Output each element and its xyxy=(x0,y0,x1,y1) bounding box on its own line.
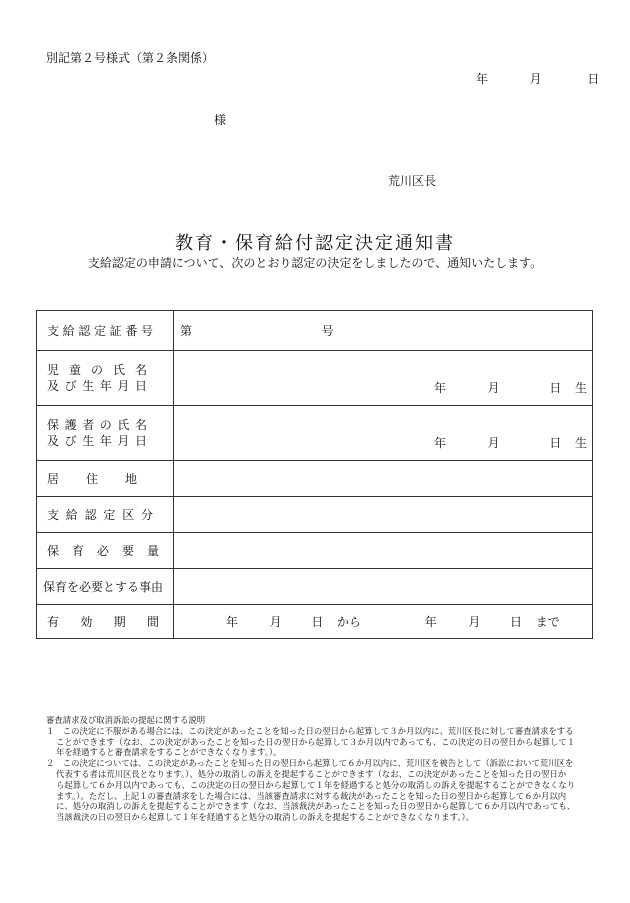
cert-no-prefix: 第 xyxy=(180,324,193,338)
guardian-value-cell[interactable] xyxy=(174,406,593,461)
date-year: 年 xyxy=(476,72,489,86)
table-row xyxy=(37,351,593,406)
notes-line: 代表する者は荒川区長となります。）、処分の取消しの訴えを提起することができます（なお、この決定があったことを知った日の翌日か xyxy=(56,768,567,779)
form-number-label: 別記第２号様式（第２条関係） xyxy=(46,51,215,65)
appeal-notes xyxy=(46,715,575,823)
guardian-birthdate: 年 月 日 生 xyxy=(434,436,588,450)
notes-line: １ この決定に不服がある場合には、この決定があったことを知った日の翌日から起算して３か月以内に、荒川区長に対して審査請求をする xyxy=(46,725,574,736)
document-title: 教育・保育給付認定決定通知書 xyxy=(175,233,455,254)
period-range: 年 月 日 から 年 月 日 まで xyxy=(226,615,560,629)
notes-heading: 審査請求及び取消訴訟の提起に関する説明 xyxy=(46,715,206,725)
table-row xyxy=(37,461,593,497)
child-birthdate: 年 月 日 生 xyxy=(434,381,588,395)
document-lead: 支給認定の申請について、次のとおり認定の決定をしましたので、通知いたします。 xyxy=(87,256,543,270)
guardian-label-line1: 保護者の氏名 xyxy=(47,418,147,432)
table-row xyxy=(37,533,593,569)
period-label-cell xyxy=(37,605,174,639)
table-row xyxy=(37,311,593,351)
notes-line: ら起算して６か月以内であっても、この決定の日の翌日から起算して１年を経過すると処分の取消しの訴えを提起することができなくなり xyxy=(56,779,576,790)
category-label: 支給認定区分 xyxy=(47,508,153,522)
certification-table xyxy=(36,310,593,639)
amount-value-cell[interactable] xyxy=(174,533,593,569)
cert-no-suffix: 号 xyxy=(321,324,334,338)
period-label: 有効期間 xyxy=(47,615,159,629)
reason-label-cell xyxy=(37,569,174,605)
amount-label-cell xyxy=(37,533,174,569)
reason-value-cell[interactable] xyxy=(174,569,593,605)
notes-line: ことができます（なお、この決定があったことを知った日の翌日から起算して３か月以内であっても、この決定の日の翌日から起算して１ xyxy=(56,736,576,747)
guardian-label-line2: 及び生年月日 xyxy=(47,434,147,448)
amount-label: 保育必要量 xyxy=(47,544,159,558)
residence-value-cell[interactable] xyxy=(174,461,593,497)
issuer-name: 荒川区長 xyxy=(388,174,437,188)
notes-line: に、処分の取消しの訴えを提起することができます（なお、当該裁決があったことを知った日の翌日から起算して６か月以内であっても、 xyxy=(56,801,576,812)
category-label-cell xyxy=(37,497,174,533)
residence-label: 居住地 xyxy=(47,472,137,486)
notes-line: 年を経過すると審査請求をすることができなくなります。）。 xyxy=(56,747,282,758)
period-value-cell[interactable] xyxy=(174,605,593,639)
reason-label: 保育を必要とする事由 xyxy=(43,580,164,594)
issue-date xyxy=(476,70,599,87)
child-label-line1: 児童の氏名 xyxy=(47,363,147,377)
cert-no-label: 支給認定証番号 xyxy=(47,324,153,338)
category-value-cell[interactable] xyxy=(174,497,593,533)
date-month: 月 xyxy=(529,72,542,86)
table-row xyxy=(37,569,593,605)
child-value-cell[interactable] xyxy=(174,351,593,406)
addressee-suffix: 様 xyxy=(214,113,227,127)
cert-no-cell[interactable] xyxy=(174,311,593,351)
cert-no-value xyxy=(180,324,334,338)
table-row xyxy=(37,406,593,461)
notes-line: ２ この決定については、この決定があったことを知った日の翌日から起算して６か月以内に、荒川区を被告として（訴訟において荒川区を xyxy=(46,758,574,769)
child-label-line2: 及び生年月日 xyxy=(47,379,147,393)
date-day: 日 xyxy=(587,72,600,86)
residence-label-cell xyxy=(37,461,174,497)
cert-no-label-cell xyxy=(37,311,174,351)
notes-line: 当該裁決の日の翌日から起算して１年を経過すると処分の取消しの訴えを提起することができなくなります。）。 xyxy=(56,812,475,823)
notes-line: ます。）。ただし、上記１の審査請求をした場合には、当該審査請求に対する裁決があったことを知った日の翌日から起算して６か月以内 xyxy=(56,790,567,801)
table-row xyxy=(37,497,593,533)
table-row xyxy=(37,605,593,639)
child-label-cell xyxy=(37,351,174,406)
guardian-label-cell xyxy=(37,406,174,461)
